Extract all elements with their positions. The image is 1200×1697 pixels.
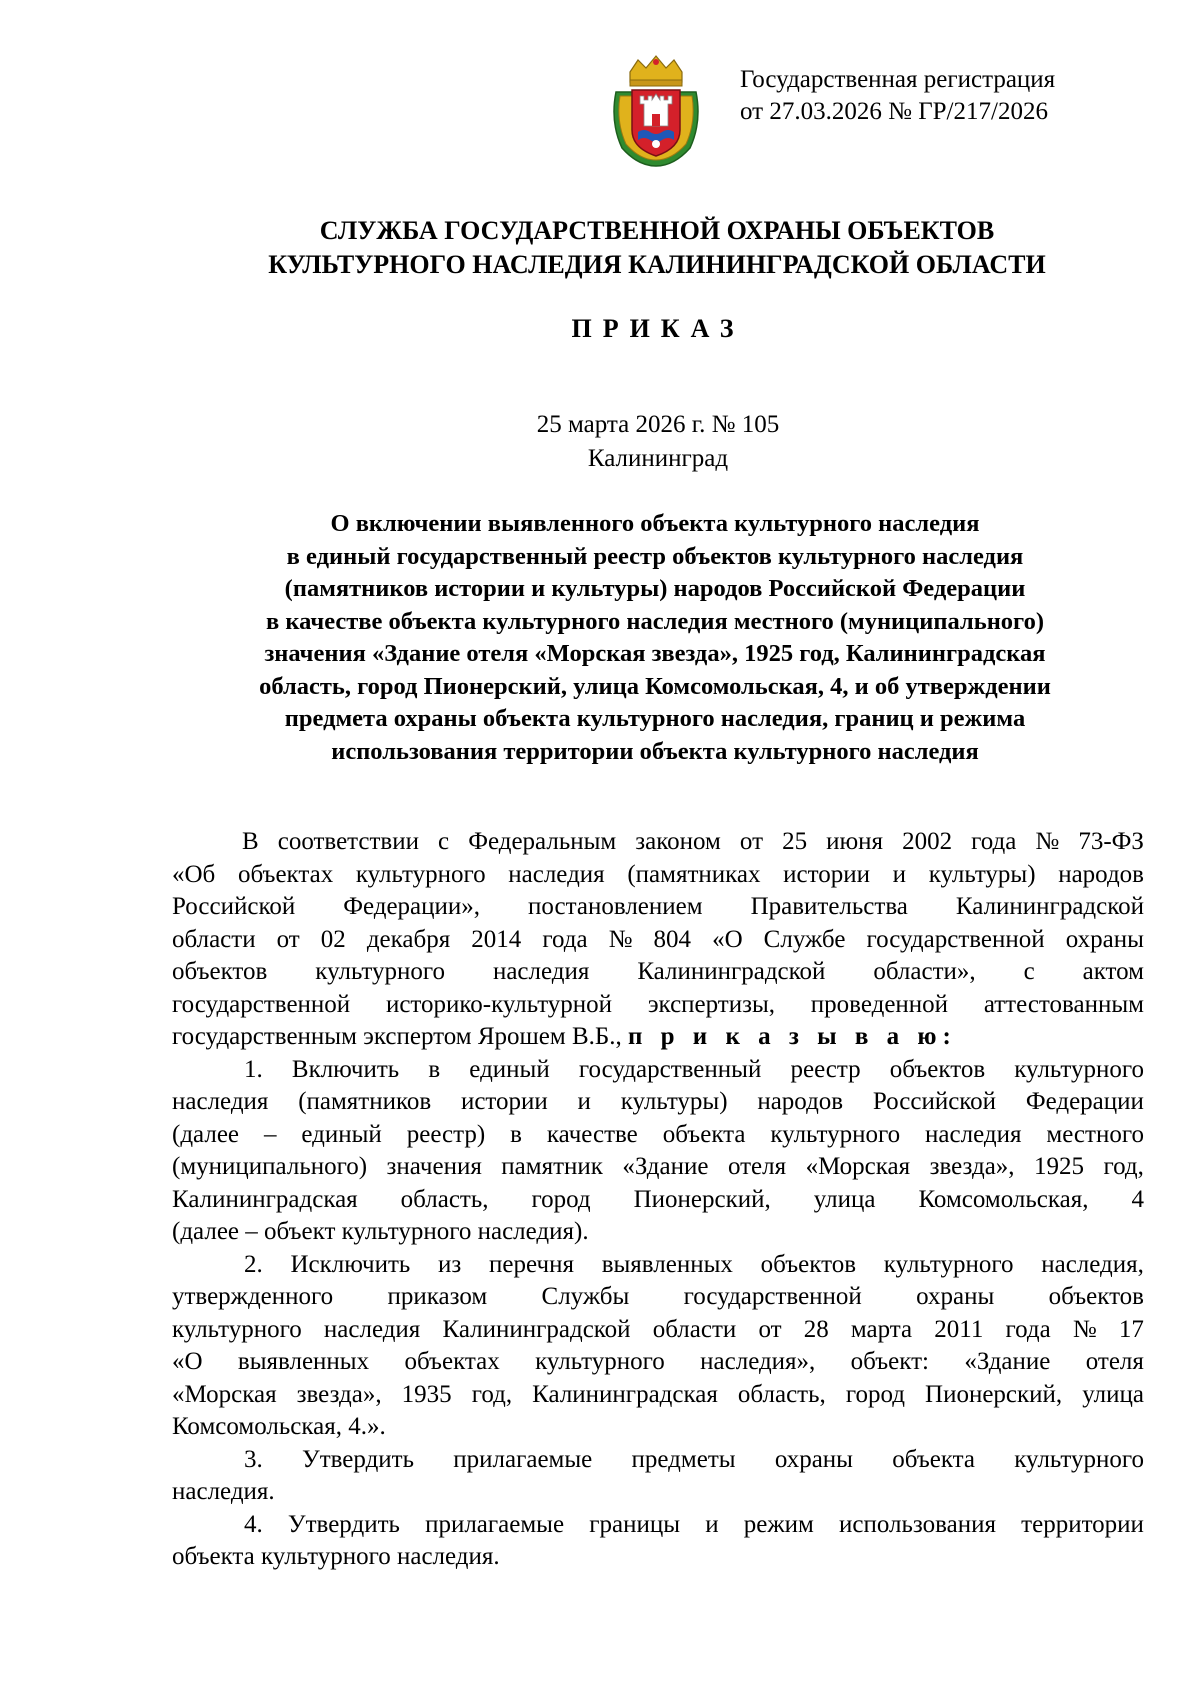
agency-line-2: КУЛЬТУРНОГО НАСЛЕДИЯ КАЛИНИНГРАДСКОЙ ОБЛАСТИ — [268, 250, 1046, 279]
order-city: Калининград — [587, 445, 729, 472]
word: 2011 — [934, 1315, 984, 1343]
word: объектов — [172, 958, 268, 985]
word: Российской — [872, 1088, 997, 1115]
word: проведенной — [810, 990, 949, 1018]
word: памятник — [501, 1153, 603, 1180]
word: местного — [1046, 1120, 1144, 1148]
word: области — [172, 925, 256, 953]
item-line — [172, 1054, 1144, 1087]
word: «О — [712, 925, 743, 953]
word: объектов — [760, 1250, 856, 1278]
preamble-last-line: государственным экспертом Ярошем В.Б., — [172, 1023, 622, 1050]
word: звезда», — [929, 1153, 1015, 1180]
word: историко-культурной — [385, 990, 613, 1018]
subject-line: использования территории объекта культурного наследия — [331, 737, 979, 765]
word: объекта — [662, 1120, 746, 1148]
word: «Об — [172, 860, 216, 888]
word: от — [739, 828, 764, 855]
word: аттестованным — [983, 990, 1144, 1018]
word: 1. — [244, 1055, 263, 1083]
word: 804 — [653, 925, 692, 953]
word: 3. — [244, 1445, 263, 1473]
word: Калининградской — [637, 958, 826, 985]
item-line — [172, 1119, 1144, 1152]
word: актом — [1082, 958, 1144, 985]
word: культурного — [172, 1315, 302, 1343]
word: границы — [589, 1510, 681, 1538]
item-line — [172, 1281, 1144, 1314]
word: объектах — [237, 860, 334, 888]
word: выявленных — [237, 1348, 370, 1375]
word: В — [242, 828, 259, 855]
word: наследия, — [1041, 1250, 1144, 1278]
word: года — [542, 925, 588, 953]
word: государственной — [866, 925, 1045, 953]
word: года — [971, 828, 1017, 855]
word: с — [438, 828, 450, 855]
item-line — [172, 1184, 1144, 1217]
item-line — [172, 1509, 1144, 1542]
word: город — [845, 1380, 905, 1408]
item-line: Комсомольская, 4.». — [172, 1413, 386, 1440]
word: значения — [386, 1153, 482, 1180]
word: Калининградская — [532, 1380, 718, 1408]
word: и — [705, 1510, 719, 1538]
word: законом — [635, 828, 721, 855]
word: объектах — [404, 1348, 500, 1375]
word: реестр) — [406, 1120, 486, 1148]
subject-line: (памятников истории и культуры) народов Российской Федерации — [284, 575, 1026, 602]
word: (памятников — [298, 1088, 432, 1115]
word: № — [1035, 828, 1060, 855]
word: народов — [757, 1088, 844, 1115]
word: (муниципального) — [172, 1153, 368, 1180]
order-title: ПРИКАЗ — [571, 314, 745, 343]
word: улица — [813, 1185, 876, 1213]
word: 02 — [320, 925, 346, 953]
word: объектов — [889, 1055, 986, 1083]
word: охраны — [1065, 925, 1144, 953]
word: Исключить — [290, 1250, 411, 1278]
registration-line-1: Государственная регистрация — [740, 66, 1056, 93]
item-line — [172, 1444, 1144, 1477]
word: охраны — [774, 1445, 853, 1473]
subject-line: О включении выявленного объекта культурного наследия — [330, 510, 980, 537]
item-line — [172, 1346, 1144, 1379]
word: от — [276, 925, 300, 953]
item-line: (далее – объект культурного наследия). — [172, 1218, 589, 1245]
word: звезда», — [296, 1380, 382, 1408]
word: «Морская — [172, 1380, 277, 1408]
decree-word: п р и к а з ы в а ю: — [627, 1023, 957, 1050]
word: Федеральным — [468, 828, 617, 855]
agency-line-1: СЛУЖБА ГОСУДАРСТВЕННОЙ ОХРАНЫ ОБЪЕКТОВ — [319, 216, 995, 245]
word: Службы — [541, 1283, 630, 1310]
word: – — [263, 1120, 277, 1148]
word: единый — [301, 1120, 382, 1148]
word: истории — [460, 1088, 548, 1115]
coat-of-arms-icon — [608, 52, 704, 168]
word: соответствии — [277, 828, 419, 855]
item-line: объекта культурного наследия. — [172, 1543, 500, 1570]
word: Федерации — [1025, 1088, 1144, 1115]
word: в — [428, 1055, 441, 1083]
word: культурного — [1014, 1055, 1144, 1083]
word: объектов — [1048, 1283, 1144, 1310]
word: «Здание — [964, 1348, 1051, 1375]
word: декабря — [366, 925, 451, 953]
word: город — [531, 1185, 591, 1213]
word: Калининградской — [955, 893, 1144, 920]
word: марта — [850, 1315, 913, 1343]
word: объекта — [892, 1445, 975, 1473]
word: Российской — [172, 893, 296, 920]
order-body — [172, 826, 1144, 1574]
word: от — [758, 1315, 782, 1343]
word: 17 — [1118, 1315, 1144, 1343]
word: и — [577, 1088, 591, 1115]
word: охраны — [916, 1283, 995, 1310]
word: качестве — [546, 1120, 638, 1148]
word: Пионерский, — [925, 1380, 1063, 1408]
word: перечня — [489, 1250, 574, 1278]
word: культурного — [770, 1120, 901, 1148]
word: области», — [873, 958, 976, 985]
item-line — [172, 1314, 1144, 1347]
word: культурного — [535, 1348, 665, 1375]
word: режим — [743, 1510, 814, 1538]
word: объект: — [850, 1348, 929, 1375]
word: Утвердить — [287, 1510, 400, 1538]
word: год, — [471, 1380, 513, 1408]
word: единый — [469, 1055, 550, 1083]
word: утвержденного — [172, 1283, 334, 1310]
word: наследия», — [700, 1348, 816, 1375]
word: наследия — [508, 860, 605, 888]
word: улица — [1082, 1380, 1144, 1408]
word: 2. — [244, 1250, 263, 1278]
order-subject-title — [0, 508, 1200, 768]
subject-line: в единый государственный реестр объектов культурного наследия — [286, 542, 1024, 570]
word: предметы — [631, 1445, 736, 1473]
word: (далее — [172, 1120, 240, 1148]
word: Утвердить — [302, 1445, 414, 1473]
word: в — [510, 1120, 522, 1148]
word: народов — [1058, 860, 1144, 888]
word: культуры) — [928, 860, 1036, 888]
registration-line-2: от 27.03.2026 № ГР/217/2026 — [740, 98, 1048, 125]
item-line: наследия. — [172, 1478, 275, 1505]
word: Комсомольская, — [918, 1185, 1089, 1213]
word: июня — [826, 828, 884, 855]
word: Включить — [291, 1055, 400, 1083]
word: территории — [1021, 1510, 1144, 1538]
word: наследия — [323, 1315, 421, 1343]
word: наследия — [925, 1120, 1022, 1148]
body-line — [172, 1021, 1144, 1054]
word: № — [1072, 1315, 1097, 1343]
word: 2002 — [902, 828, 953, 855]
word: реестр — [790, 1055, 861, 1083]
word: наследия — [172, 1088, 269, 1115]
word: выявленных — [601, 1250, 733, 1278]
word: государственной — [172, 990, 351, 1018]
word: 28 — [803, 1315, 829, 1343]
body-line — [172, 826, 1144, 859]
word: (памятниках — [627, 860, 761, 888]
word: Правительства — [750, 893, 908, 920]
word: Федерации», — [343, 893, 481, 920]
body-line — [172, 859, 1144, 892]
word: приказом — [387, 1283, 488, 1310]
order-date-block — [0, 408, 1200, 476]
word: «О — [172, 1348, 203, 1375]
word: 1925 — [1034, 1153, 1085, 1180]
word: года — [1005, 1315, 1051, 1343]
word: культурного — [315, 958, 446, 985]
subject-line: область, город Пионерский, улица Комсомольская, 4, и об утверждении — [259, 672, 1051, 700]
item-line — [172, 1151, 1144, 1184]
word: прилагаемые — [425, 1510, 565, 1538]
word: прилагаемые — [453, 1445, 593, 1473]
word: государственный — [578, 1055, 762, 1083]
word: Пионерский, — [633, 1185, 771, 1213]
word: культурного — [355, 860, 486, 888]
word: 25 — [782, 828, 808, 855]
word: «Здание — [622, 1153, 709, 1180]
word: из — [438, 1250, 462, 1278]
word: наследия — [492, 958, 590, 985]
registration-stamp — [740, 64, 1055, 128]
word: 1935 — [401, 1380, 452, 1408]
word: экспертизы, — [647, 990, 776, 1018]
word: 4. — [244, 1510, 263, 1538]
word: постановлением — [528, 893, 703, 920]
subject-line: в качестве объекта культурного наследия местного (муниципального) — [266, 607, 1044, 635]
word: отеля — [1085, 1348, 1144, 1375]
word: «Морская — [805, 1153, 911, 1180]
word: истории — [783, 860, 870, 888]
subject-line: предмета охраны объекта культурного наследия, границ и режима — [284, 705, 1026, 732]
word: Калининградская — [172, 1185, 358, 1213]
word: область, — [400, 1185, 489, 1213]
word: использования — [839, 1510, 996, 1538]
subject-line: значения «Здание отеля «Морская звезда», 1925 год, Калининградская — [264, 640, 1046, 667]
word: Калининградской — [442, 1315, 631, 1343]
word: культурного — [883, 1250, 1014, 1278]
word: 2014 — [471, 925, 522, 953]
item-line — [172, 1086, 1144, 1119]
word: область, — [737, 1380, 826, 1408]
order-date-number: 25 марта 2026 г. № 105 — [536, 411, 780, 438]
body-line — [172, 891, 1144, 924]
word: Службе — [763, 925, 846, 953]
agency-name — [0, 214, 1200, 282]
word: культурного — [1014, 1445, 1144, 1473]
item-line — [172, 1249, 1144, 1282]
body-line — [172, 956, 1144, 989]
word: с — [1023, 958, 1035, 985]
word: культуры) — [620, 1088, 728, 1115]
word: государственной — [683, 1283, 862, 1310]
word: 4 — [1131, 1185, 1144, 1213]
item-line — [172, 1379, 1144, 1412]
word: и — [892, 860, 907, 888]
word: 73-ФЗ — [1078, 828, 1144, 855]
word: № — [608, 925, 633, 953]
word: год, — [1103, 1153, 1144, 1180]
word: области — [652, 1315, 737, 1343]
body-line — [172, 924, 1144, 957]
body-line — [172, 989, 1144, 1022]
word: отеля — [727, 1153, 787, 1180]
